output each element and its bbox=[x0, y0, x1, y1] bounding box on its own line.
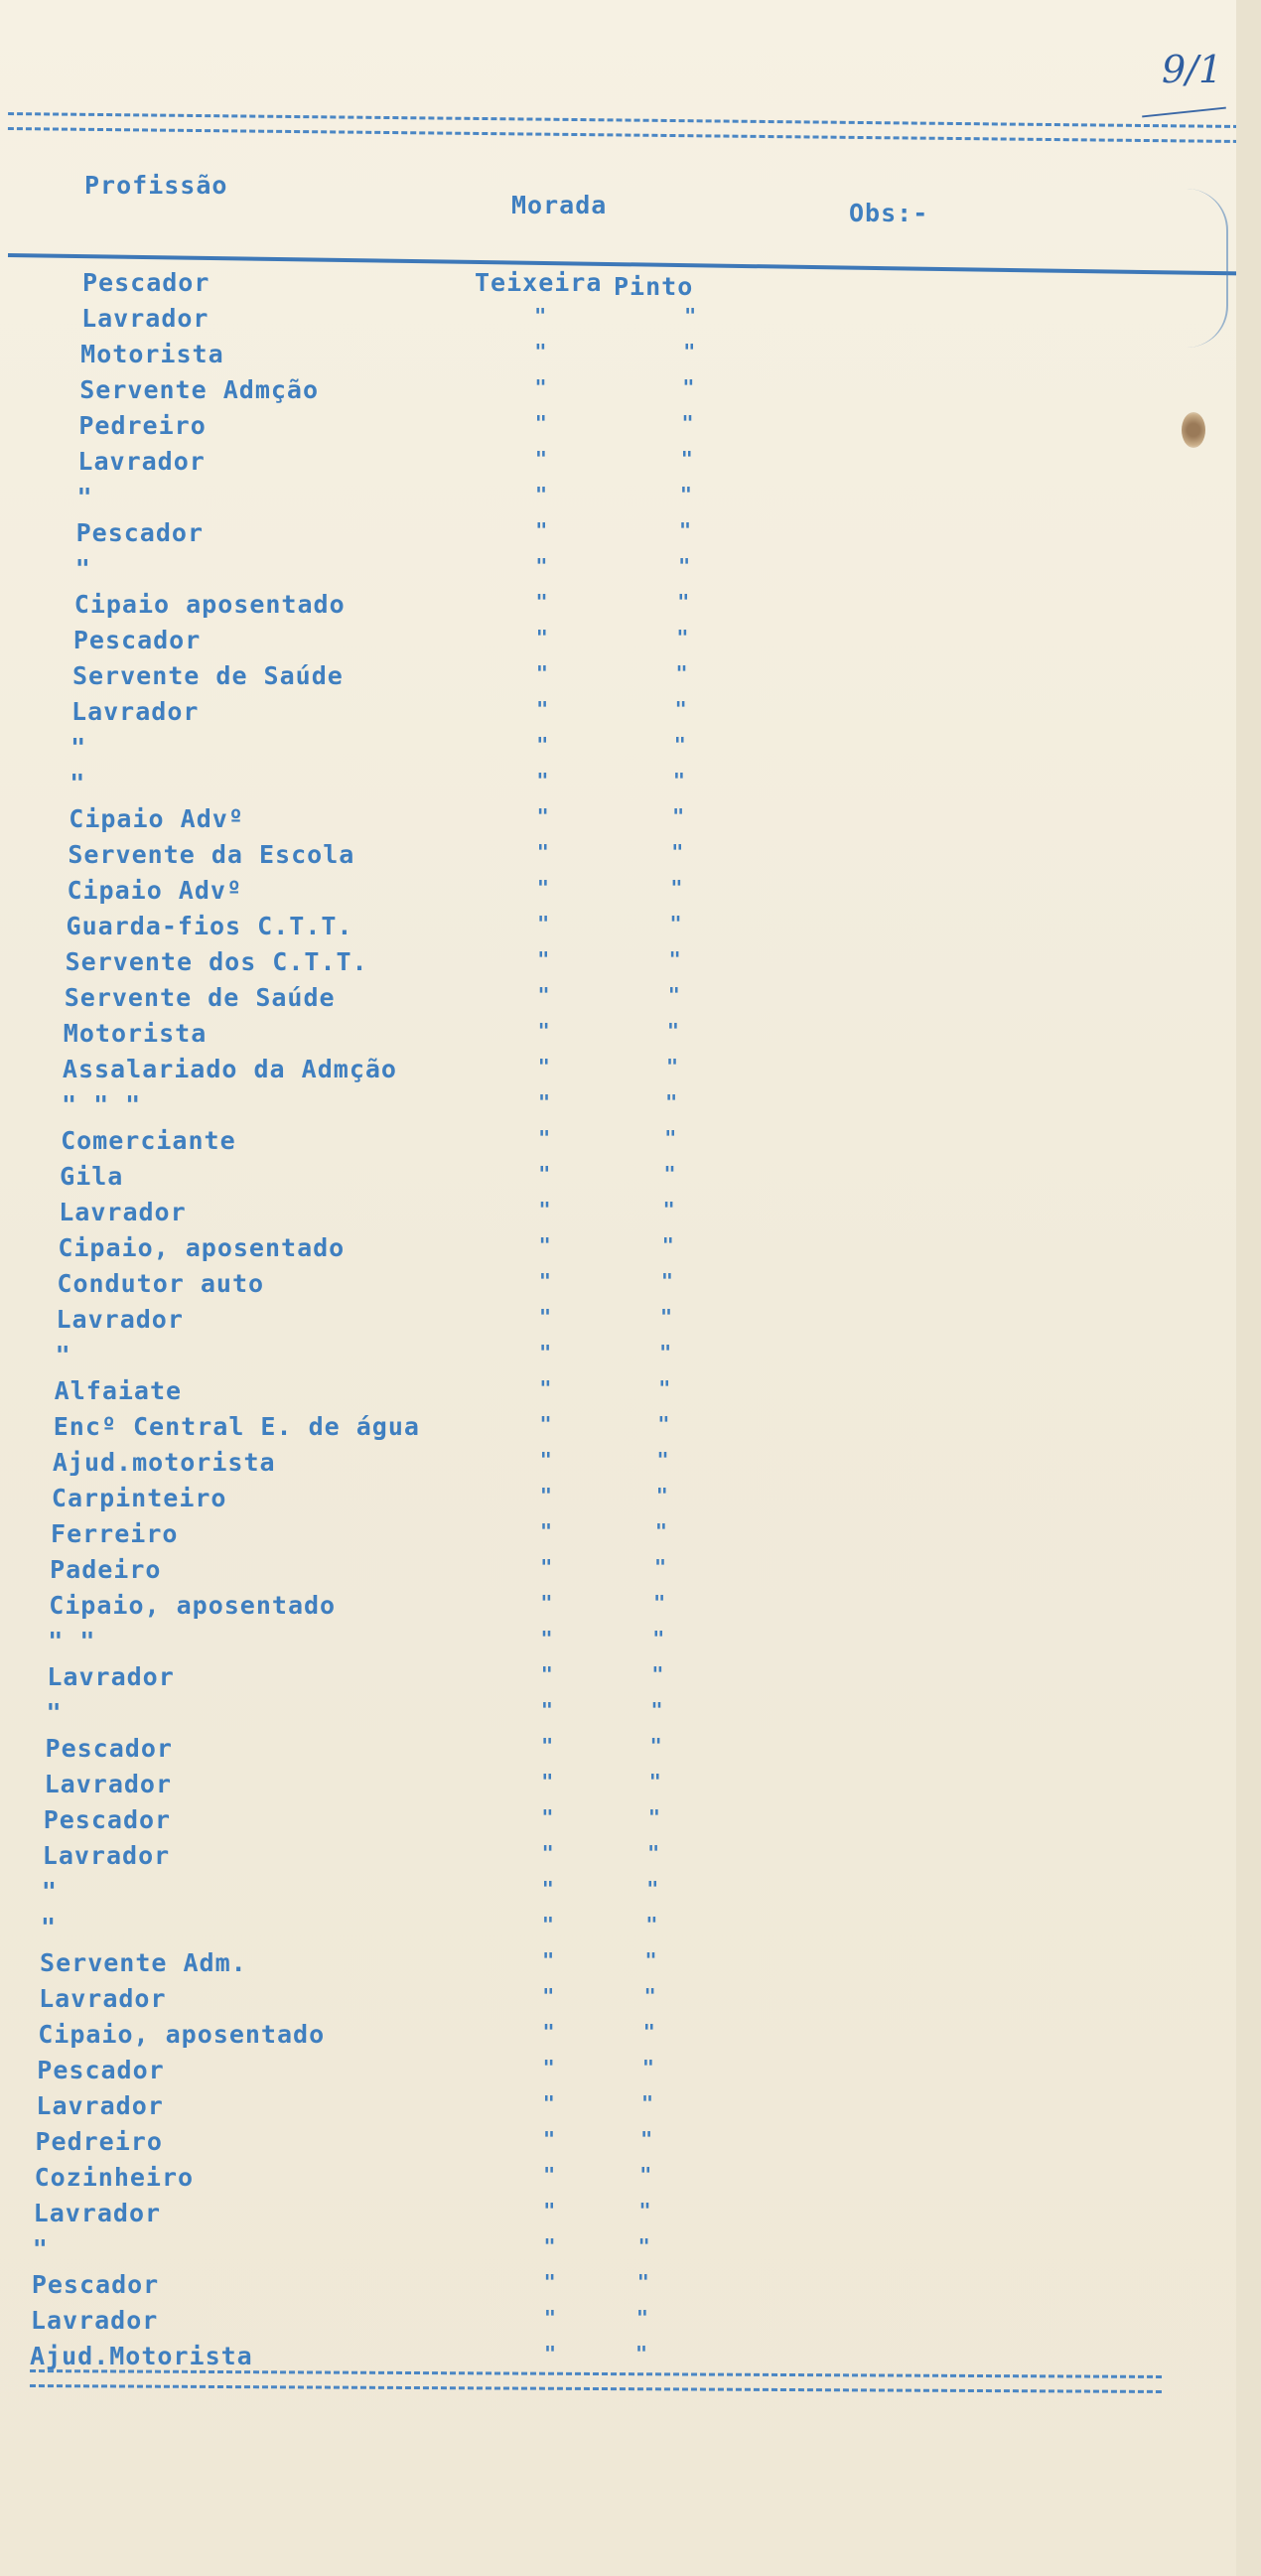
morada-cell-2: " bbox=[659, 1341, 673, 1364]
morada-cell-1: " bbox=[537, 947, 551, 971]
morada-cell-2: " bbox=[668, 947, 682, 971]
morada-cell-1: " bbox=[543, 2270, 557, 2294]
morada-cell-1: " bbox=[540, 1555, 554, 1579]
profissao-cell: Cipaio aposentado bbox=[73, 590, 346, 619]
morada-cell-2: " bbox=[653, 1591, 667, 1615]
morada-cell-1: " bbox=[539, 1448, 553, 1472]
profissao-cell: " bbox=[32, 2234, 49, 2263]
morada-cell-1: " bbox=[540, 1591, 554, 1615]
profissao-cell: Pescador bbox=[37, 2056, 165, 2084]
profissao-cell: " " " bbox=[61, 1090, 142, 1119]
profissao-cell: Encº Central E. de água bbox=[53, 1412, 420, 1441]
profissao-cell: Padeiro bbox=[50, 1555, 162, 1584]
morada-cell-1: " bbox=[534, 340, 548, 363]
morada-cell-1: " bbox=[542, 2056, 556, 2079]
morada-cell-1: " bbox=[534, 304, 548, 328]
morada-cell-1: " bbox=[534, 411, 548, 435]
morada-cell-1: " bbox=[536, 697, 550, 721]
morada-cell-2: " bbox=[667, 983, 681, 1007]
profissao-cell: Cipaio Advº bbox=[69, 804, 244, 833]
column-header-morada: Morada bbox=[511, 191, 608, 219]
morada-cell-2: " bbox=[649, 1734, 663, 1758]
morada-cell-2: " bbox=[677, 590, 691, 614]
profissao-cell: Lavrador bbox=[39, 1984, 167, 2013]
morada-cell-1: " bbox=[541, 1877, 555, 1901]
profissao-cell: Lavrador bbox=[56, 1305, 184, 1334]
morada-cell-1: " bbox=[543, 2199, 557, 2222]
profissao-cell: " bbox=[46, 1698, 63, 1727]
profissao-cell: Lavrador bbox=[47, 1662, 175, 1691]
morada-cell-1: " bbox=[541, 1841, 555, 1865]
morada-cell-2: " bbox=[646, 1877, 660, 1901]
morada-cell-2: " bbox=[680, 447, 694, 471]
profissao-cell: Lavrador bbox=[30, 2306, 159, 2335]
morada-cell-2: " bbox=[662, 1198, 676, 1221]
morada-cell-2: " bbox=[643, 1984, 657, 2008]
profissao-cell: Ajud.Motorista bbox=[30, 2342, 253, 2370]
morada-cell-1: " bbox=[535, 661, 549, 685]
morada-cell-1: " bbox=[538, 1198, 552, 1221]
profissao-cell: Cipaio, aposentado bbox=[58, 1233, 346, 1262]
profissao-cell: Pescador bbox=[75, 518, 205, 547]
profissao-cell: " bbox=[55, 1341, 71, 1369]
profissao-cell: Lavrador bbox=[36, 2091, 164, 2120]
morada-cell-2: " bbox=[675, 661, 689, 685]
column-header-obs: Obs:- bbox=[849, 199, 929, 227]
profissao-cell: Servente de Saúde bbox=[71, 661, 344, 690]
morada-cell-2: " bbox=[669, 912, 683, 935]
morada-cell-1: " bbox=[540, 1662, 554, 1686]
page-number: 9/1 bbox=[1162, 48, 1223, 91]
morada-cell-2: " bbox=[681, 411, 695, 435]
morada-cell-2: " bbox=[674, 697, 688, 721]
morada-cell-2: " bbox=[635, 2342, 649, 2365]
profissao-cell: Lavrador bbox=[59, 1198, 187, 1226]
morada-cell-1: " bbox=[540, 1519, 554, 1543]
morada-cell-1: " bbox=[537, 1090, 551, 1114]
morada-cell-1: " bbox=[538, 1269, 552, 1293]
profissao-cell: Cozinheiro bbox=[34, 2163, 195, 2192]
profissao-cell: Carpinteiro bbox=[51, 1484, 227, 1512]
morada-cell-2: " bbox=[647, 1805, 661, 1829]
morada-cell-2: " bbox=[641, 2056, 655, 2079]
morada-cell-1: " bbox=[534, 447, 548, 471]
morada-cell-1: " bbox=[536, 876, 550, 900]
profissao-cell: Cipaio Advº bbox=[67, 876, 243, 905]
profissao-cell: Lavrador bbox=[71, 697, 200, 726]
morada-cell-1: " bbox=[542, 1948, 556, 1972]
profissao-cell: Pescador bbox=[82, 268, 210, 297]
morada-cell-1: " bbox=[537, 1055, 551, 1078]
morada-cell-2: " bbox=[651, 1662, 665, 1686]
morada-cell-2: " bbox=[653, 1555, 667, 1579]
profissao-cell: Condutor auto bbox=[57, 1269, 265, 1298]
morada-cell-1: " bbox=[543, 2306, 557, 2330]
profissao-cell: Guarda-fios C.T.T. bbox=[66, 912, 353, 940]
morada-cell-1: " bbox=[535, 626, 549, 649]
morada-cell-1: " bbox=[539, 1341, 553, 1364]
morada-cell-2: " bbox=[660, 1269, 674, 1293]
morada-cell-2: " bbox=[676, 626, 690, 649]
morada-cell-1: " bbox=[543, 2234, 557, 2258]
morada-cell-1: " bbox=[535, 483, 549, 506]
signature-stroke bbox=[1142, 107, 1226, 118]
morada-cell-1: " bbox=[541, 1770, 555, 1793]
morada-cell-2: " bbox=[638, 2199, 652, 2222]
profissao-cell: Comerciante bbox=[61, 1126, 236, 1155]
morada-cell-1: " bbox=[535, 518, 549, 542]
morada-cell-2: " bbox=[640, 2127, 654, 2151]
morada-cell-1: " bbox=[541, 1913, 555, 1936]
morada-cell-2: " bbox=[673, 733, 687, 757]
morada-cell-1: " bbox=[542, 2020, 556, 2044]
morada-cell-1: " bbox=[536, 733, 550, 757]
profissao-cell: Lavrador bbox=[81, 304, 210, 333]
profissao-cell: Lavrador bbox=[42, 1841, 171, 1870]
morada-cell-2: " bbox=[656, 1448, 670, 1472]
morada-cell-2: " bbox=[664, 1126, 678, 1150]
morada-cell-2: " bbox=[672, 804, 686, 828]
bottom-double-rule bbox=[30, 2369, 1162, 2393]
morada-cell-2: " bbox=[679, 483, 693, 506]
profissao-cell: Ajud.motorista bbox=[52, 1448, 276, 1477]
margin-pen-curve bbox=[1187, 189, 1228, 348]
profissao-cell: " " bbox=[48, 1627, 96, 1655]
morada-cell-2: " bbox=[671, 840, 685, 864]
morada-cell-1: " bbox=[541, 1734, 555, 1758]
profissao-cell: Cipaio, aposentado bbox=[38, 2020, 326, 2049]
morada-cell-2: " bbox=[678, 554, 692, 578]
profissao-cell: " bbox=[74, 554, 91, 583]
morada-cell-2: " bbox=[666, 1019, 680, 1043]
morada-cell-1: " bbox=[537, 912, 551, 935]
profissao-cell: Servente Admção bbox=[79, 375, 320, 404]
profissao-cell: Gila bbox=[60, 1162, 124, 1191]
morada-cell-2: " bbox=[684, 304, 698, 328]
morada-cell-1: " bbox=[539, 1376, 553, 1400]
morada-cell-2: Pinto bbox=[614, 272, 694, 301]
morada-cell-1: " bbox=[542, 2127, 556, 2151]
profissao-cell: Servente da Escola bbox=[68, 840, 355, 869]
morada-cell-2: " bbox=[657, 1412, 671, 1436]
profissao-cell: Servente dos C.T.T. bbox=[65, 947, 368, 976]
morada-cell-1: " bbox=[542, 2091, 556, 2115]
morada-cell-1: " bbox=[536, 769, 550, 792]
morada-cell-2: " bbox=[636, 2270, 650, 2294]
morada-cell-2: " bbox=[661, 1233, 675, 1257]
morada-cell-1: " bbox=[542, 1984, 556, 2008]
morada-cell-1: " bbox=[537, 983, 551, 1007]
morada-cell-1: " bbox=[544, 2342, 558, 2365]
profissao-cell: Servente Adm. bbox=[40, 1948, 247, 1977]
morada-cell-1: " bbox=[538, 1233, 552, 1257]
profissao-cell: Pedreiro bbox=[78, 411, 207, 440]
paper-stain bbox=[1182, 412, 1205, 448]
morada-cell-2: " bbox=[682, 375, 696, 399]
morada-cell-1: " bbox=[538, 1162, 552, 1186]
profissao-cell: Motorista bbox=[63, 1019, 208, 1048]
morada-cell-2: " bbox=[647, 1841, 661, 1865]
morada-cell-2: " bbox=[650, 1698, 664, 1722]
morada-cell-1: " bbox=[536, 840, 550, 864]
profissao-cell: Alfaiate bbox=[54, 1376, 183, 1405]
morada-cell-2: " bbox=[635, 2306, 649, 2330]
morada-cell-1: " bbox=[539, 1412, 553, 1436]
morada-cell-2: " bbox=[655, 1484, 669, 1507]
morada-cell-2: " bbox=[645, 1913, 659, 1936]
profissao-cell: Cipaio, aposentado bbox=[49, 1591, 337, 1620]
morada-cell-2: " bbox=[678, 518, 692, 542]
morada-cell-2: " bbox=[683, 340, 697, 363]
profissao-cell: Pescador bbox=[31, 2270, 160, 2299]
morada-cell-2: " bbox=[637, 2234, 651, 2258]
morada-cell-1: " bbox=[536, 804, 550, 828]
morada-cell-1: " bbox=[538, 1126, 552, 1150]
page-edge bbox=[1236, 0, 1261, 2576]
profissao-cell: " bbox=[41, 1877, 58, 1906]
morada-cell-2: " bbox=[670, 876, 684, 900]
profissao-cell: Servente de Saúde bbox=[64, 983, 336, 1012]
profissao-cell: " bbox=[76, 483, 93, 511]
top-double-rule bbox=[8, 112, 1239, 143]
morada-cell-1: " bbox=[541, 1805, 555, 1829]
profissao-cell: Pescador bbox=[43, 1805, 172, 1834]
profissao-cell: Lavrador bbox=[44, 1770, 173, 1798]
profissao-cell: " bbox=[40, 1913, 58, 1941]
profissao-cell: Motorista bbox=[80, 340, 224, 368]
morada-cell-1: " bbox=[534, 375, 548, 399]
morada-cell-1: " bbox=[535, 590, 549, 614]
morada-cell-2: " bbox=[648, 1770, 662, 1793]
morada-cell-1: " bbox=[539, 1305, 553, 1329]
column-header-profissao: Profissão bbox=[84, 171, 228, 200]
morada-cell-2: " bbox=[663, 1162, 677, 1186]
morada-cell-1: " bbox=[535, 554, 549, 578]
profissao-cell: Lavrador bbox=[77, 447, 206, 476]
morada-cell-1: " bbox=[540, 1627, 554, 1650]
morada-cell-1: " bbox=[543, 2163, 557, 2187]
profissao-cell: " bbox=[70, 769, 86, 797]
morada-cell-2: " bbox=[652, 1627, 666, 1650]
morada-cell-2: " bbox=[654, 1519, 668, 1543]
morada-cell-1: " bbox=[539, 1484, 553, 1507]
profissao-cell: Pescador bbox=[72, 626, 202, 654]
morada-cell-1: " bbox=[537, 1019, 551, 1043]
profissao-cell: Lavrador bbox=[33, 2199, 162, 2227]
morada-cell-2: " bbox=[639, 2163, 653, 2187]
morada-cell-2: " bbox=[672, 769, 686, 792]
morada-cell-2: " bbox=[665, 1090, 679, 1114]
morada-cell-1: " bbox=[540, 1698, 554, 1722]
morada-cell-1: Teixeira bbox=[475, 268, 603, 297]
profissao-cell: " bbox=[70, 733, 87, 762]
profissao-cell: Assalariado da Admção bbox=[62, 1055, 397, 1083]
profissao-cell: Ferreiro bbox=[51, 1519, 179, 1548]
profissao-cell: Pescador bbox=[45, 1734, 173, 1763]
morada-cell-2: " bbox=[644, 1948, 658, 1972]
morada-cell-2: " bbox=[642, 2020, 656, 2044]
morada-cell-2: " bbox=[641, 2091, 655, 2115]
morada-cell-2: " bbox=[666, 1055, 680, 1078]
morada-cell-2: " bbox=[660, 1305, 674, 1329]
profissao-cell: Pedreiro bbox=[35, 2127, 163, 2156]
morada-cell-2: " bbox=[658, 1376, 672, 1400]
